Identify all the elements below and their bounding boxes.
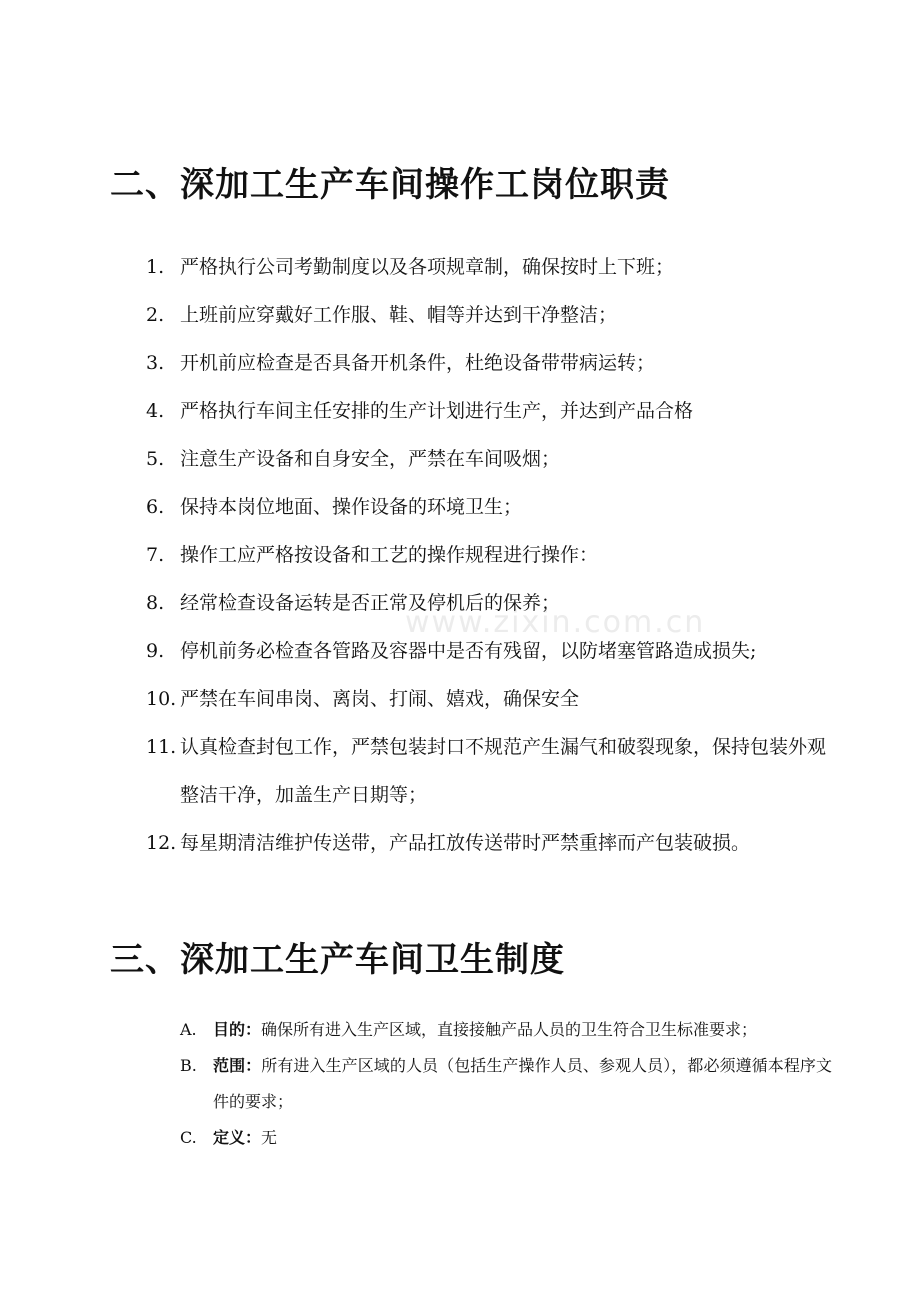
watermark: www.zixin.com.cn <box>405 605 706 640</box>
list-item <box>146 819 836 867</box>
item-number: 5. <box>146 448 165 470</box>
item-label: 目的： <box>213 1020 262 1039</box>
list-item <box>146 387 836 435</box>
item-text: 注意生产设备和自身安全，严禁在车间吸烟； <box>180 448 561 470</box>
item-text: 每星期清洁维护传送带，产品扛放传送带时严禁重摔而产包装破损。 <box>180 832 751 854</box>
list-item <box>146 723 836 819</box>
item-text: 上班前应穿戴好工作服、鞋、帽等并达到干净整洁； <box>180 304 618 326</box>
list-item <box>146 435 836 483</box>
item-text: 停机前务必检查各管路及容器中是否有残留，以防堵塞管路造成损失; <box>180 640 757 662</box>
duties-list <box>146 243 836 867</box>
item-number: 12. <box>146 832 177 854</box>
item-number: 10. <box>146 688 177 710</box>
list-item <box>146 339 836 387</box>
item-number: 2. <box>146 304 165 326</box>
list-item <box>146 531 836 579</box>
section-2-title: 二、深加工生产车间操作工岗位职责 <box>110 165 670 205</box>
item-text: 严禁在车间串岗、离岗、打闹、嬉戏，确保安全 <box>180 688 580 710</box>
list-item <box>146 627 836 675</box>
item-number: 1. <box>146 256 165 278</box>
item-number: 9. <box>146 640 165 662</box>
item-text: 经常检查设备运转是否正常及停机后的保养； <box>180 592 561 614</box>
item-number: 3. <box>146 352 165 374</box>
list-item <box>146 483 836 531</box>
item-text: 保持本岗位地面、操作设备的环境卫生； <box>180 496 523 518</box>
list-item <box>146 243 836 291</box>
item-text: 认真检查封包工作，严禁包装封口不规范产生漏气和破裂现象，保持包装外观整洁干净，加盖生产日期等； <box>180 736 827 806</box>
item-text: 严格执行公司考勤制度以及各项规章制，确保按时上下班； <box>180 256 675 278</box>
list-item <box>146 291 836 339</box>
item-number: 6. <box>146 496 165 518</box>
section-3-title: 三、深加工生产车间卫生制度 <box>110 940 565 980</box>
item-text: 确保所有进入生产区域，直接接触产品人员的卫生符合卫生标准要求； <box>261 1020 758 1039</box>
item-number: 4. <box>146 400 165 422</box>
list-item <box>180 1120 832 1156</box>
item-text: 操作工应严格按设备和工艺的操作规程进行操作： <box>180 544 599 566</box>
list-item <box>180 1048 832 1120</box>
list-item <box>180 1012 832 1048</box>
item-letter: A. <box>180 1020 197 1039</box>
item-label: 定义： <box>213 1128 262 1147</box>
item-letter: C. <box>180 1128 197 1147</box>
list-item <box>146 675 836 723</box>
item-text: 开机前应检查是否具备开机条件，杜绝设备带带病运转； <box>180 352 656 374</box>
item-label: 范围： <box>213 1056 262 1075</box>
list-item <box>146 579 836 627</box>
item-text: 严格执行车间主任安排的生产计划进行生产，并达到产品合格 <box>180 400 694 422</box>
item-text: 无 <box>261 1128 278 1147</box>
item-text: 所有进入生产区域的人员（包括生产操作人员、参观人员），都必须遵循本程序文件的要求； <box>213 1056 832 1111</box>
item-number: 7. <box>146 544 165 566</box>
item-letter: B. <box>180 1056 197 1075</box>
item-number: 8. <box>146 592 165 614</box>
item-number: 11. <box>146 736 177 758</box>
hygiene-list <box>180 1012 832 1156</box>
